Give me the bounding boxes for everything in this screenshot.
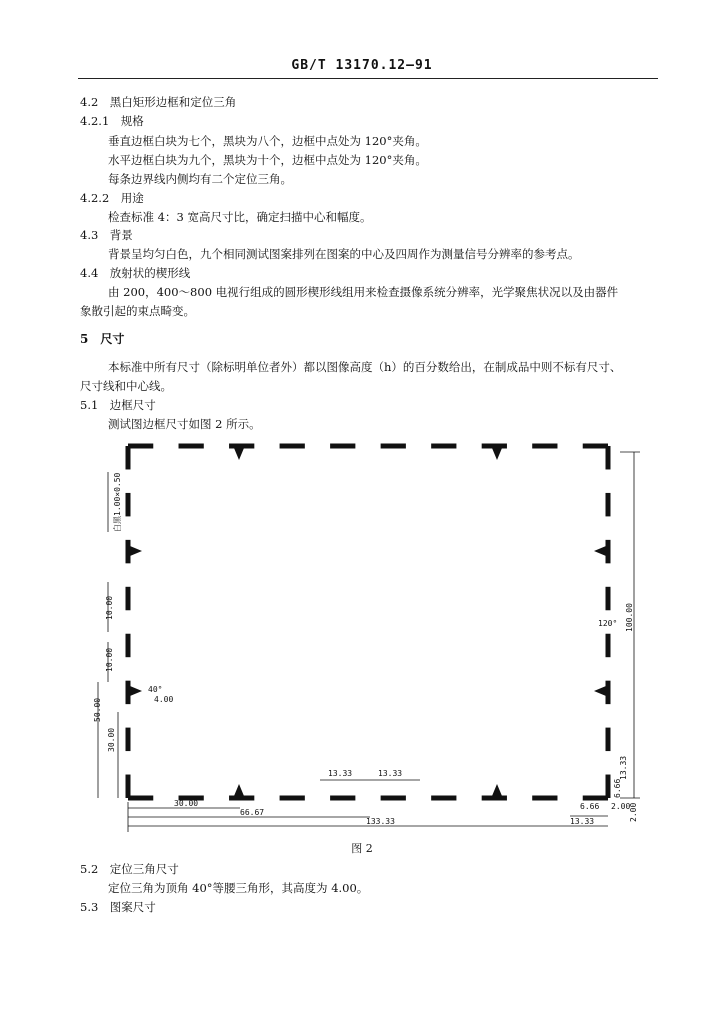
frame-black-block bbox=[606, 587, 611, 610]
label-50: 50.00 bbox=[93, 697, 102, 722]
label-66-67: 66.67 bbox=[240, 808, 265, 817]
paragraph: 定位三角为顶角 40°等腰三角形，其高度为 4.00。 bbox=[108, 881, 369, 895]
triangle-bottom-left bbox=[234, 784, 244, 796]
paragraph: 检查标准 4：3 宽高尺寸比，确定扫描中心和幅度。 bbox=[108, 210, 372, 224]
paragraph: 由 200，400～800 电视行组成的圆形楔形线组用来检查摄像系统分辨率，光学聚焦状况以及由器件 bbox=[108, 285, 619, 299]
paragraph: 每条边界线内侧均有二个定位三角。 bbox=[108, 172, 292, 186]
frame-black-block bbox=[126, 681, 131, 704]
triangle-top-left bbox=[234, 448, 244, 460]
heading-5: 5 尺寸 bbox=[80, 332, 125, 346]
frame-black-block bbox=[126, 728, 131, 751]
label-6-66-vertical: 6.66 bbox=[613, 778, 622, 798]
paragraph: 背景呈均匀白色，九个相同测试图案排列在图案的中心及四周作为测量信号分辨率的参考点。 bbox=[108, 247, 580, 261]
frame-black-block bbox=[532, 796, 557, 801]
frame-black-block bbox=[126, 634, 131, 657]
frame-black-block bbox=[606, 493, 611, 516]
frame-black-block bbox=[606, 634, 611, 657]
heading-5-2: 5.2 定位三角尺寸 bbox=[80, 862, 179, 876]
triangle-left-lower bbox=[130, 686, 142, 696]
page-header: GB/T 13170.12—91 bbox=[291, 58, 433, 73]
frame-black-block bbox=[532, 444, 557, 449]
frame-black-block bbox=[128, 444, 153, 449]
frame-black-block bbox=[179, 444, 204, 449]
label-10b: 10.00 bbox=[105, 647, 114, 672]
label-6-66-horizontal: 6.66 bbox=[580, 802, 600, 811]
frame-black-block bbox=[229, 444, 254, 449]
frame-black-block bbox=[229, 796, 254, 801]
triangle-bottom-right bbox=[492, 784, 502, 796]
positioning-triangles bbox=[130, 448, 606, 796]
header-rule bbox=[78, 78, 658, 79]
triangle-right-lower bbox=[594, 686, 606, 696]
label-120-degree: 120° bbox=[598, 619, 618, 628]
paragraph: 水平边框白块为九个，黑块为十个，边框中点处为 120°夹角。 bbox=[108, 153, 427, 167]
heading-4-2-1: 4.2.1 规格 bbox=[80, 114, 144, 128]
label-40-degree: 40° bbox=[148, 685, 163, 694]
figure-2-frame-dimensions bbox=[93, 432, 660, 842]
frame-black-block bbox=[128, 796, 153, 801]
frame-black-block bbox=[606, 540, 611, 563]
dimension-lines bbox=[98, 452, 640, 832]
label-10a: 10.00 bbox=[105, 595, 114, 620]
dashed-rectangle-frame bbox=[126, 444, 611, 801]
frame-black-block bbox=[381, 444, 406, 449]
frame-black-block bbox=[583, 444, 608, 449]
frame-black-block bbox=[381, 796, 406, 801]
dimension-labels bbox=[93, 472, 638, 826]
label-133-33: 133.33 bbox=[366, 817, 395, 826]
frame-black-block bbox=[330, 796, 355, 801]
label-2b: 2.00 bbox=[629, 802, 638, 822]
frame-black-block bbox=[126, 587, 131, 610]
frame-black-block bbox=[606, 446, 611, 469]
paragraph: 尺寸线和中心线。 bbox=[80, 379, 172, 393]
heading-4-4: 4.4 放射状的楔形线 bbox=[80, 266, 191, 280]
heading-4-3: 4.3 背景 bbox=[80, 228, 133, 242]
frame-black-block bbox=[482, 796, 507, 801]
paragraph: 测试图边框尺寸如图 2 所示。 bbox=[108, 417, 261, 431]
label-13-33-c: 13.33 bbox=[570, 817, 595, 826]
frame-black-block bbox=[431, 796, 456, 801]
heading-4-2: 4.2 黑白矩形边框和定位三角 bbox=[80, 95, 237, 109]
frame-black-block bbox=[280, 796, 305, 801]
label-30v: 30.00 bbox=[107, 727, 116, 752]
frame-black-block bbox=[126, 446, 131, 469]
heading-5-1: 5.1 边框尺寸 bbox=[80, 398, 156, 412]
paragraph: 本标准中所有尺寸（除标明单位者外）都以图像高度（h）的百分数给出，在制成品中则不标有尺寸、 bbox=[108, 360, 622, 374]
triangle-left-upper bbox=[130, 546, 142, 556]
frame-black-block bbox=[431, 444, 456, 449]
label-30h: 30.00 bbox=[174, 799, 199, 808]
label-white-black: 白黑1.00×0.50 bbox=[113, 472, 122, 532]
frame-black-block bbox=[606, 775, 611, 798]
label-2a: 2.00 bbox=[611, 802, 631, 811]
frame-black-block bbox=[583, 796, 608, 801]
triangle-top-right bbox=[492, 448, 502, 460]
label-4: 4.00 bbox=[154, 695, 174, 704]
frame-black-block bbox=[330, 444, 355, 449]
frame-black-block bbox=[280, 444, 305, 449]
paragraph: 垂直边框白块为七个，黑块为八个，边框中点处为 120°夹角。 bbox=[108, 134, 427, 148]
label-13-33-a: 13.33 bbox=[328, 769, 353, 778]
frame-black-block bbox=[606, 681, 611, 704]
label-100: 100.00 bbox=[625, 603, 634, 632]
label-13-33-vertical: 13.33 bbox=[619, 755, 628, 780]
frame-black-block bbox=[126, 540, 131, 563]
heading-4-2-2: 4.2.2 用途 bbox=[80, 191, 144, 205]
paragraph: 象散引起的束点畸变。 bbox=[80, 304, 195, 318]
figure-caption: 图 2 bbox=[351, 842, 373, 855]
heading-5-3: 5.3 图案尺寸 bbox=[80, 900, 156, 914]
frame-black-block bbox=[482, 444, 507, 449]
frame-black-block bbox=[126, 775, 131, 798]
frame-black-block bbox=[126, 493, 131, 516]
frame-black-block bbox=[606, 728, 611, 751]
label-13-33-b: 13.33 bbox=[378, 769, 403, 778]
triangle-right-upper bbox=[594, 546, 606, 556]
